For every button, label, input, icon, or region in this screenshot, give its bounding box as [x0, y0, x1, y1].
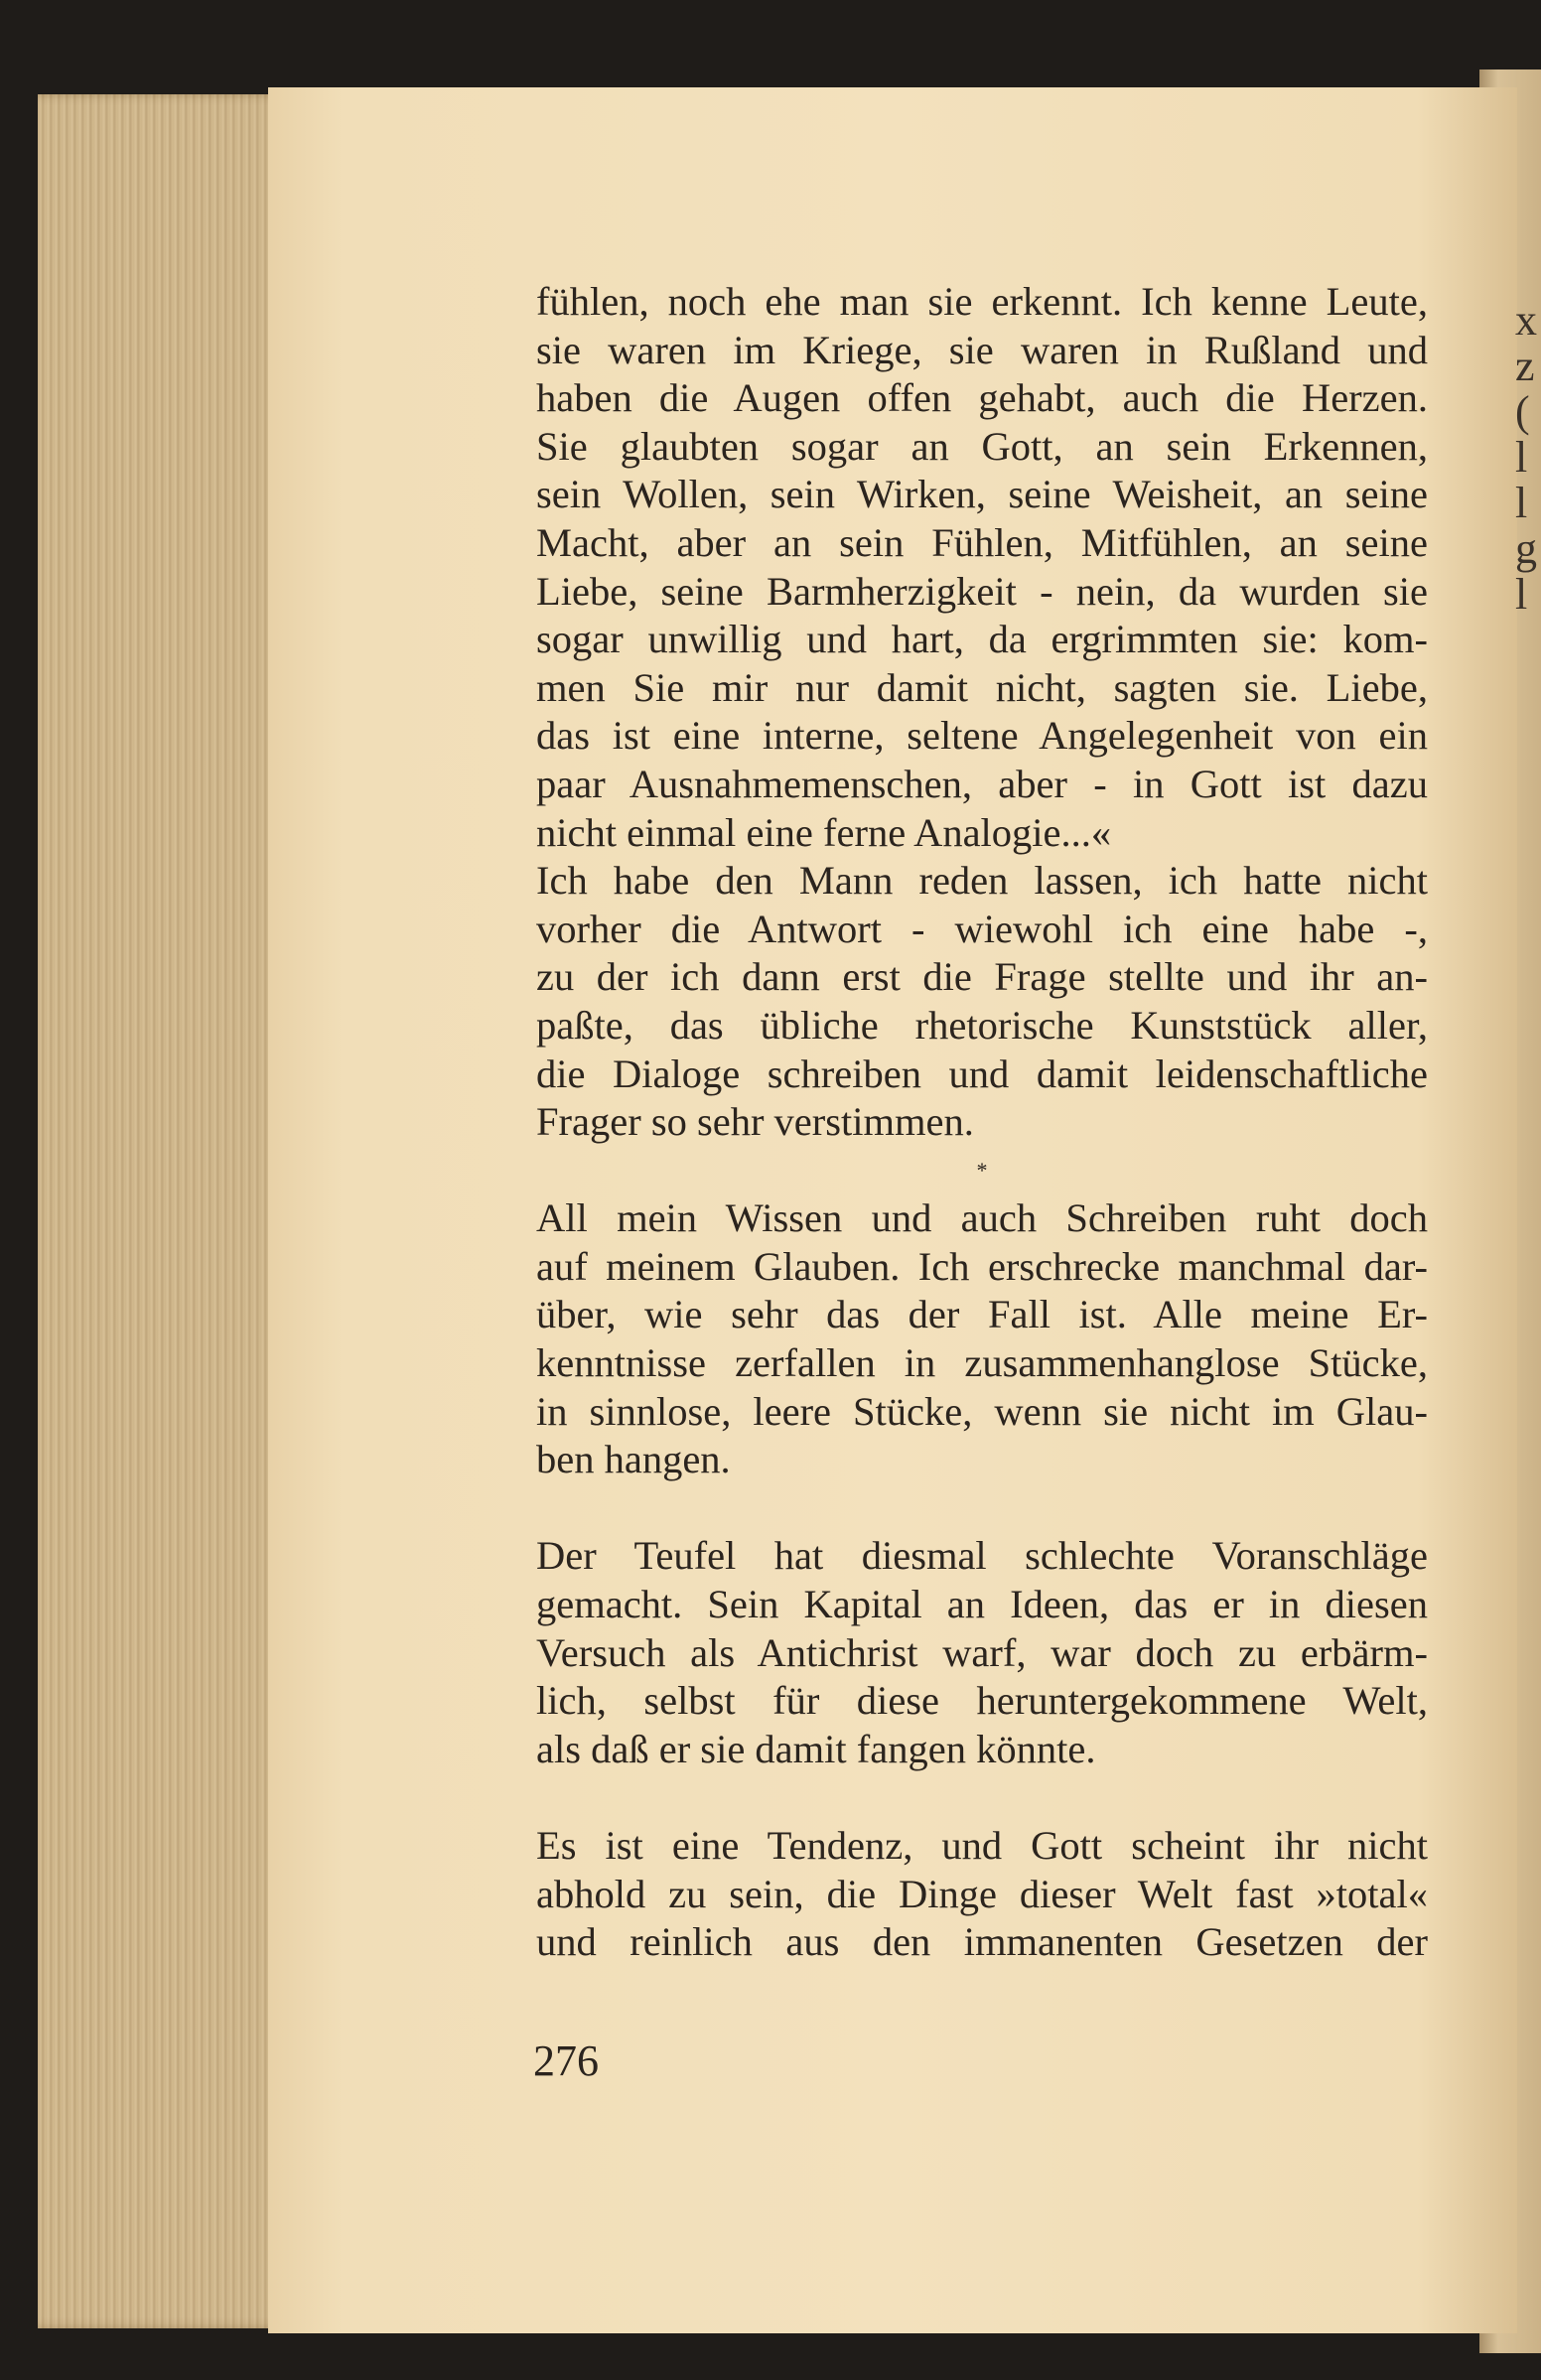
text-line: die Dialoge schreiben und damit leidenschaftliche: [536, 1050, 1428, 1096]
text-line: men Sie mir nur damit nicht, sagten sie. Liebe,: [536, 664, 1428, 710]
glyph: z: [1515, 342, 1535, 390]
text-line: fühlen, noch ehe man sie erkennt. Ich kenne Leute,: [536, 279, 1428, 324]
text-line: haben die Augen offen gehabt, auch die Herzen.: [536, 375, 1428, 421]
text-line: kenntnisse zerfallen in zusammenhanglose Stücke,: [536, 1340, 1428, 1386]
facing-page-text-fragments: [1515, 298, 1541, 618]
text-line: gemacht. Sein Kapital an Ideen, das er in diesen: [536, 1582, 1428, 1627]
text-line: vorher die Antwort - wiewohl ich eine habe -,: [536, 906, 1428, 951]
text-line: in sinnlose, leere Stücke, wenn sie nicht im Glau-: [536, 1388, 1428, 1434]
text-line: nicht einmal eine ferne Analogie...«: [536, 809, 1112, 855]
text-line: Sie glaubten sogar an Gott, an sein Erkennen,: [536, 423, 1428, 469]
text-line: sie waren im Kriege, sie waren in Rußland und: [536, 327, 1428, 372]
text-line: Ich habe den Mann reden lassen, ich hatte nicht: [536, 858, 1428, 904]
glyph: l: [1515, 479, 1528, 527]
text-line: das ist eine interne, seltene Angelegenheit von ein: [536, 713, 1428, 759]
paragraph-3: [536, 1194, 1428, 1484]
paragraph-gap: [536, 1773, 1428, 1822]
paragraph-4: [536, 1532, 1428, 1773]
text-line: auf meinem Glauben. Ich erschrecke manchmal dar-: [536, 1243, 1428, 1289]
text-line: Es ist eine Tendenz, und Gott scheint ihr nicht: [536, 1823, 1428, 1868]
text-line: über, wie sehr das der Fall ist. Alle meine Er-: [536, 1292, 1428, 1337]
text-line: Der Teufel hat diesmal schlechte Voranschläge: [536, 1533, 1428, 1579]
section-separator: *: [976, 1157, 988, 1183]
text-line: Macht, aber an sein Fühlen, Mitfühlen, an seine: [536, 519, 1428, 565]
text-line: ben hangen.: [536, 1437, 731, 1482]
book-page-edges: [38, 94, 296, 2328]
glyph: g: [1515, 524, 1537, 573]
text-line: paar Ausnahmemenschen, aber - in Gott ist dazu: [536, 761, 1428, 806]
glyph: l: [1515, 570, 1528, 619]
body-text: [536, 278, 1428, 1967]
text-line: Versuch als Antichrist warf, war doch zu erbärm-: [536, 1629, 1428, 1675]
glyph: x: [1515, 296, 1537, 345]
text-line: Liebe, seine Barmherzigkeit - nein, da wurden sie: [536, 568, 1428, 614]
text-line: All mein Wissen und auch Schreiben ruht doch: [536, 1195, 1428, 1241]
text-line: lich, selbst für diese heruntergekommene Welt,: [536, 1678, 1428, 1724]
text-line: abhold zu sein, die Dinge dieser Welt fast »total«: [536, 1871, 1428, 1916]
glyph: (: [1515, 387, 1530, 436]
text-line: sogar unwillig und hart, da ergrimmten sie: kom-: [536, 617, 1428, 662]
page-number: 276: [533, 2036, 599, 2085]
paragraph-gap: [536, 1484, 1428, 1533]
text-line: Frager so sehr verstimmen.: [536, 1099, 974, 1145]
text-line: als daß er sie damit fangen könnte.: [536, 1726, 1096, 1771]
text-line: sein Wollen, sein Wirken, seine Weisheit, an seine: [536, 472, 1428, 517]
text-line: und reinlich aus den immanenten Gesetzen der: [536, 1919, 1428, 1965]
text-line: paßte, das übliche rhetorische Kunststück aller,: [536, 1002, 1428, 1048]
paragraph-5: [536, 1822, 1428, 1967]
text-line: zu der ich dann erst die Frage stellte und ihr an-: [536, 954, 1428, 1000]
glyph: l: [1515, 433, 1528, 482]
paragraph-1: [536, 278, 1428, 857]
paragraph-2: [536, 857, 1428, 1147]
